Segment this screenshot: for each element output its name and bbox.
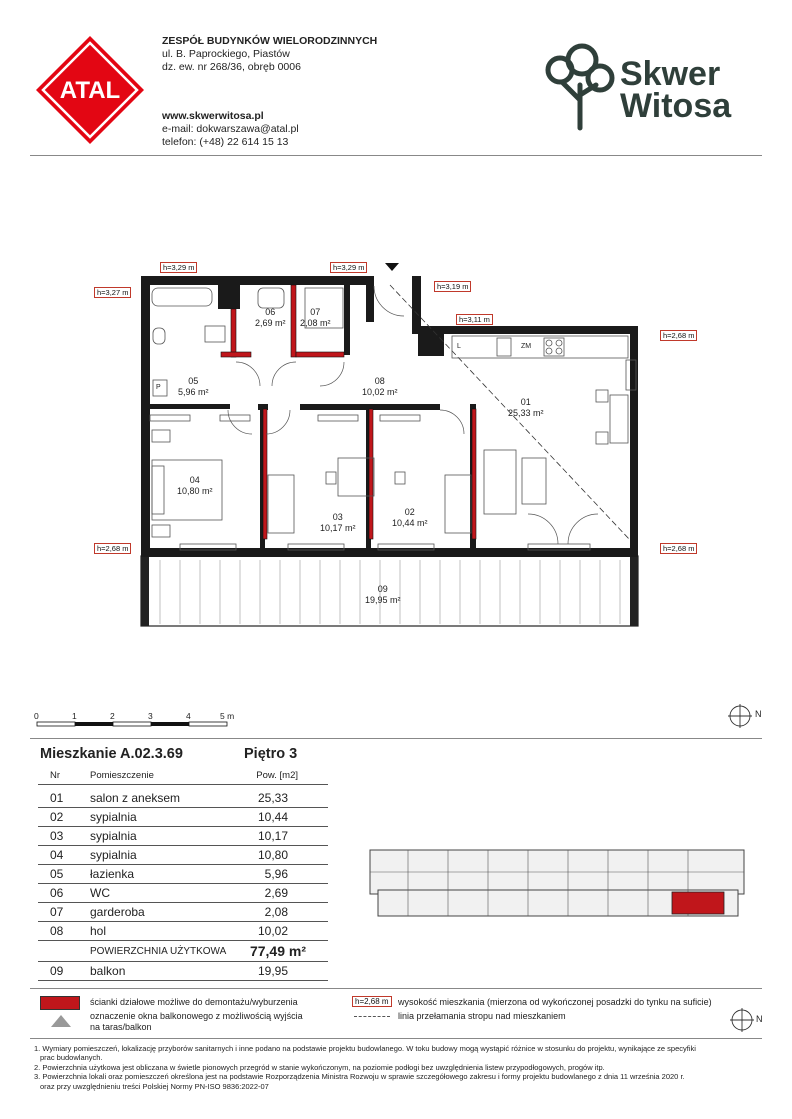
note-line: oraz przy uwzględnieniu treści Polskiej Normy PN-ISO 9836:2022-07	[40, 1081, 269, 1091]
legend-window: oznaczenie okna balkonowego z możliwością wyjścia na taras/balkon	[90, 1011, 303, 1032]
height-tag: h=3,19 m	[434, 281, 471, 292]
legend-height-desc: wysokość mieszkania (mierzona od wykończonej posadzki do tynku na suficie)	[398, 997, 712, 1007]
table-row: 04 sypialnia 10,80	[38, 846, 328, 865]
entrance-arrow-icon	[385, 263, 399, 271]
scale-label: 5 m	[220, 711, 235, 721]
total-value: 77,49 m²	[249, 943, 306, 959]
balcony-window-icon	[50, 1014, 72, 1028]
legend-height-tag: h=2,68 m	[352, 996, 392, 1007]
table-row: 06 WC 2,69	[38, 884, 328, 903]
table-row: 07 garderoba 2,08	[38, 903, 328, 922]
removable-wall-swatch	[40, 996, 80, 1010]
phone-text: telefon: (+48) 22 614 15 13	[162, 136, 289, 148]
floor-title: Piętro 3	[244, 746, 298, 762]
project-logo-line2: Witosa	[620, 87, 732, 125]
total-row	[38, 941, 328, 962]
table-row: 05 łazienka 5,96	[38, 865, 328, 884]
scale-label: 0	[34, 711, 39, 721]
company-title: ZESPÓŁ BUDYNKÓW WIELORODZINNYCH	[162, 35, 378, 47]
room-label-07: 07 2,08 m²	[300, 307, 331, 328]
legend-divider	[30, 988, 762, 989]
height-tag: h=3,29 m	[330, 262, 367, 273]
height-tag: h=2,68 m	[660, 543, 697, 554]
col-nr: Nr	[50, 770, 61, 781]
col-room: Pomieszczenie	[90, 770, 154, 781]
exterior-walls	[141, 276, 638, 557]
note-line: prac budowlanych.	[40, 1053, 103, 1063]
note-line: 3. Powierzchnia lokali oraz pomieszczeń określona jest na podstawie Rozporządzenia Ministra Rozwoju w sprawie szczegółowego zakresu i formy projektu budowlanego z dnia 11 września 2020 r.	[34, 1072, 685, 1082]
washer-label: P	[156, 384, 161, 391]
scale-label: 2	[110, 711, 115, 721]
scale-label: 3	[148, 711, 153, 721]
room-label-05: 05 5,96 m²	[178, 376, 209, 397]
height-tag: h=2,68 m	[94, 543, 131, 554]
room-label-04: 04 10,80 m²	[177, 475, 213, 496]
table-row: 03 sypialnia 10,17	[38, 827, 328, 846]
room-label-06: 06 2,69 m²	[255, 307, 286, 328]
height-tag: h=3,27 m	[94, 287, 131, 298]
apartment-highlight	[672, 892, 724, 914]
table-header	[38, 768, 328, 785]
scale-label: 4	[186, 711, 191, 721]
north-label-bottom: N	[756, 1014, 763, 1024]
balcony-row: 09 balkon 19,95	[38, 962, 328, 981]
address-line2: dz. ew. nr 268/36, obręb 0006	[162, 61, 301, 73]
break-line-sample	[354, 1016, 390, 1017]
room-label-09: 09 19,95 m²	[365, 584, 401, 605]
plan-divider	[30, 738, 762, 739]
room-label-03: 03 10,17 m²	[320, 512, 356, 533]
height-tag: h=3,11 m	[456, 314, 493, 325]
north-label: N	[755, 709, 762, 719]
room-label-02: 02 10,44 m²	[392, 507, 428, 528]
table-row: 08 hol 10,02	[38, 922, 328, 941]
website-link[interactable]: www.skwerwitosa.pl	[162, 110, 264, 122]
room-table	[38, 768, 328, 981]
height-tag: h=2,68 m	[660, 330, 697, 341]
legend-walls: ścianki działowe możliwe do demontażu/wyburzenia	[90, 997, 298, 1007]
legend-break-line: linia przełamania stropu nad mieszkaniem	[398, 1011, 566, 1021]
scale-label: 1	[72, 711, 77, 721]
room-label-01: 01 25,33 m²	[508, 397, 544, 418]
dishwasher-label: ZM	[521, 343, 532, 350]
note-line: 2. Powierzchnia użytkowa jest obliczana w świetle pionowych przegród w stanie wykończonym, na poziomie podłogi bez uwzględnienia listew przypodłogowych, progów itp.	[34, 1062, 605, 1072]
apartment-title: Mieszkanie A.02.3.69	[40, 746, 183, 762]
table-row: 01 salon z aneksem 25,33	[38, 789, 328, 808]
atal-logo-text: ATAL	[59, 77, 121, 104]
total-label: POWIERZCHNIA UŻYTKOWA	[90, 946, 227, 957]
compass-icon	[728, 704, 752, 728]
email-link[interactable]: e-mail: dokwarszawa@atal.pl	[162, 123, 299, 135]
col-area: Pow. [m2]	[256, 770, 298, 781]
key-plan	[368, 846, 748, 922]
scale-bar	[37, 722, 227, 726]
footnotes	[34, 1044, 764, 1091]
note-line: 1. Wymiary pomieszczeń, lokalizację przyborów sanitarnych i inne podano na podstawie projektu budowlanego. W toku budowy mogą wystąpić różnice w stosunku do projektu, wynikające ze specyfiki	[34, 1044, 696, 1053]
compass-bottom-icon	[730, 1008, 754, 1032]
room-label-08: 08 10,02 m²	[362, 376, 398, 397]
project-logo-line1: Skwer	[620, 55, 721, 93]
fridge-label: L	[457, 343, 461, 350]
height-tag: h=3,29 m	[160, 262, 197, 273]
table-row: 02 sypialnia 10,44	[38, 808, 328, 827]
address-line1: ul. B. Paprockiego, Piastów	[162, 48, 290, 60]
notes-divider	[30, 1038, 762, 1039]
